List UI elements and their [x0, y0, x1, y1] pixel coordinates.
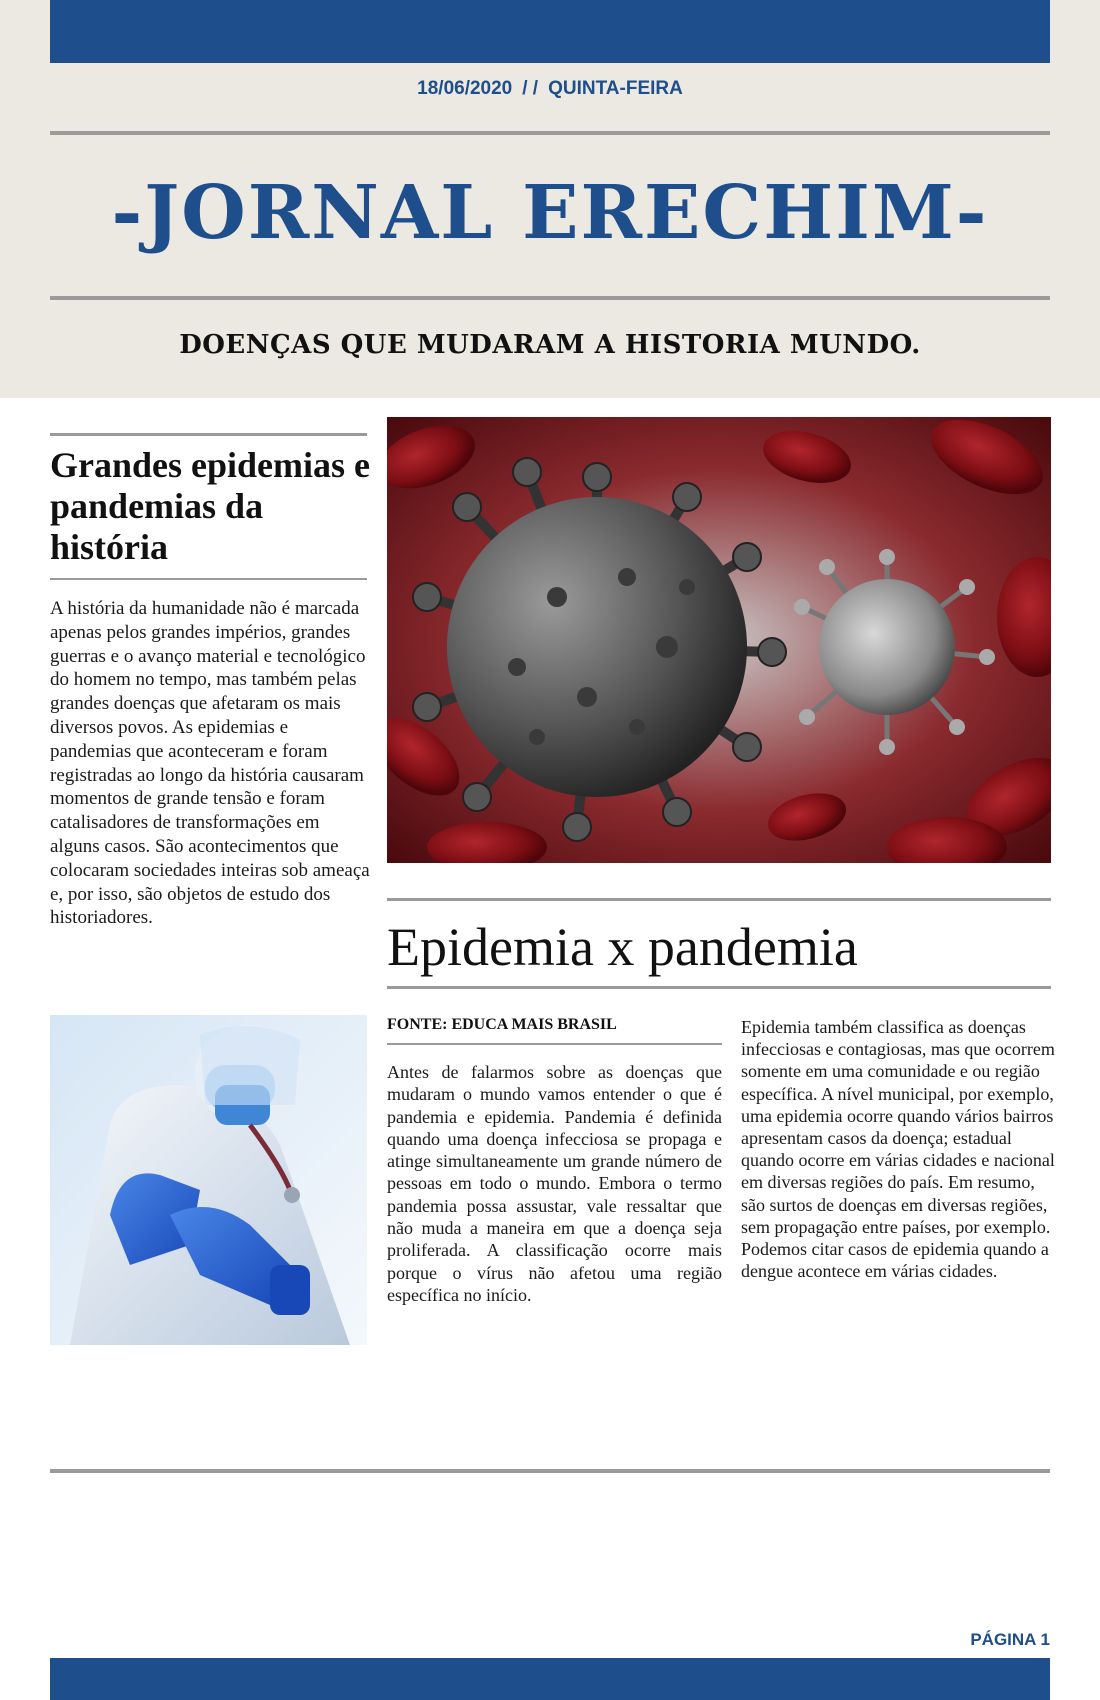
- left-article-rule-top: [50, 433, 367, 436]
- left-article-body: A história da humanidade não é marcada apenas pelos grandes impérios, grandes guerras e o avanço material e tecnológico do homem no tempo, mas também pelas grandes doenças que afetaram os mais diversos povos. As epidemias e pandemias que aconteceram e foram registradas ao longo da história causaram momentos de grande tensão e foram catalisadores de transformações em alguns casos. São acontecimentos que colocaram sociedades inteiras sob ameaça e, por isso, são objetos de estudo dos historiadores.: [50, 598, 370, 929]
- weekday: QUINTA-FEIRA: [548, 78, 683, 99]
- source-rule: [387, 1043, 722, 1045]
- right-article-rule-bottom: [387, 986, 1051, 989]
- page-number: PÁGINA 1: [970, 1630, 1050, 1649]
- date: 18/06/2020: [417, 78, 513, 99]
- date-separator: / /: [522, 78, 539, 99]
- left-article-rule-bottom: [50, 578, 367, 580]
- dateline: [50, 78, 1050, 100]
- right-article-title: Epidemia x pandemia: [387, 917, 858, 977]
- right-article-column-2: Epidemia também classifica as doenças infecciosas e contagiosas, mas que ocorrem somente em uma comunidade e ou região específica. A nível municipal, por exemplo, uma epidemia ocorre quando vários bairros apresentam casos da doença; estadual quando ocorre em várias cidades e nacional em diversas regiões do país. Em resumo, são surtos de doenças em diversas regiões, sem propagação entre países, por exemplo. Podemos citar casos de epidemia quando a dengue acontece em várias cidades.: [741, 1017, 1055, 1282]
- bottom-banner-bar: [50, 1658, 1050, 1700]
- right-article-column-1: Antes de falarmos sobre as doenças que mudaram o mundo vamos entender o que é pandemia e epidemia. Pandemia é definida quando uma doença infecciosa se propaga e atinge simultaneamente um grande número de pessoas em todo o mundo. Embora o termo pandemia possa assustar, vale ressaltar que não muda a maneira em que a doença seja proliferada. A classificação ocorre mais porque o vírus não afetou uma região específica no início.: [387, 1062, 722, 1305]
- right-article-rule-top: [387, 898, 1051, 901]
- top-banner-bar: [50, 0, 1050, 63]
- masthead-title: -JORNAL ERECHIM-: [111, 170, 989, 256]
- left-article-title: Grandes epidemias e pandemias da história: [50, 445, 370, 567]
- health-worker-illustration: [50, 1015, 367, 1345]
- source-credit: FONTE: EDUCA MAIS BRASIL: [387, 1016, 617, 1033]
- coronavirus-image: [387, 417, 1051, 863]
- coronavirus-illustration: [387, 417, 1051, 863]
- header-rule-top: [50, 131, 1050, 135]
- health-worker-image: [50, 1015, 367, 1345]
- header-rule-bottom: [50, 296, 1050, 300]
- front-page-headline: DOENÇAS QUE MUDARAM A HISTORIA MUNDO.: [179, 330, 921, 360]
- footer-rule: [50, 1469, 1050, 1473]
